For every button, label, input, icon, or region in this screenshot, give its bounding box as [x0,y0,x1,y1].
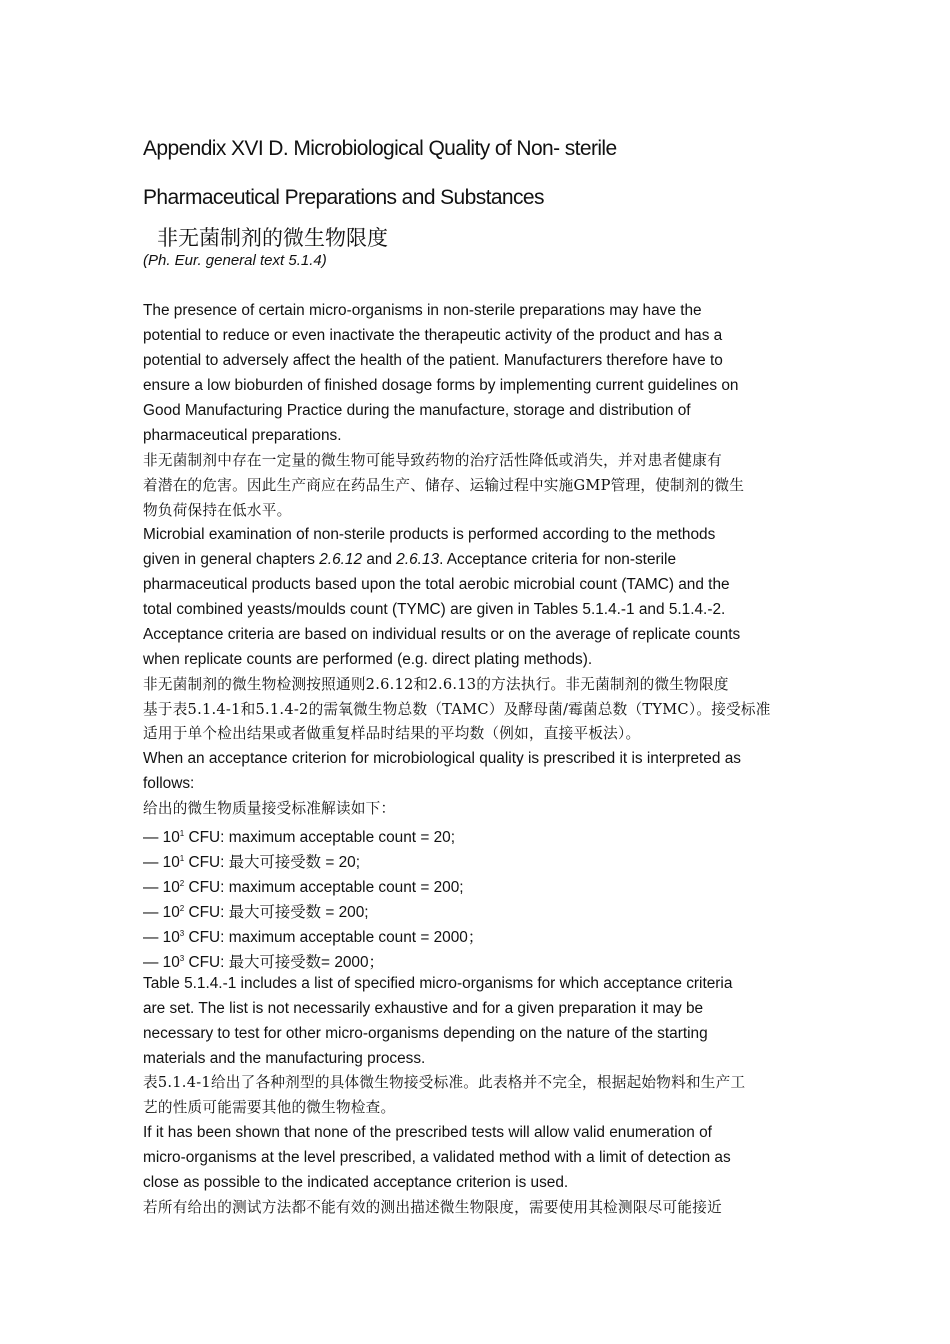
limit-item: — $10^2$ CFU: 最大可接受数 = 200; [143,904,369,921]
paragraph-2-line: total combined yeasts/moulds count (TYMC) are given in Tables 5.1.4.-1 and 5.1.4.-2. [143,601,726,618]
limit-item: — $10^1$ CFU: 最大可接受数 = 20; [143,854,360,871]
paragraph-5-line: micro-organisms at the level prescribed, a validated method with a limit of detection as [143,1149,731,1166]
paragraph-3-line: When an acceptance criterion for microbiological quality is prescribed it is interpreted as [143,750,741,767]
chinese-paragraph-2-line: 基于表5.1.4-1和5.1.4-2的需氧微生物总数（TAMC）及酵母菌/霉菌总数（TYMC）。接受标准 [143,701,771,718]
paragraph-4-line: Table 5.1.4.-1 includes a list of specified micro-organisms for which acceptance criteria [143,975,733,992]
chapter-ref: 2.6.12 [319,551,363,568]
limit-item: — $10^1$ CFU: maximum acceptable count = 20; [143,829,455,846]
paragraph-4-line: materials and the manufacturing process. [143,1050,426,1067]
limit-item: — $10^2$ CFU: maximum acceptable count = 200; [143,879,464,896]
paragraph-1-line: The presence of certain micro-organisms in non-sterile preparations may have the [143,302,702,319]
paragraph-1-line: ensure a low bioburden of finished dosage forms by implementing current guidelines on [143,377,739,394]
paragraph-5-line: If it has been shown that none of the prescribed tests will allow valid enumeration of [143,1124,712,1141]
paragraph-1-line: potential to reduce or even inactivate the therapeutic activity of the product and has a [143,327,723,344]
paragraph-2-line: Acceptance criteria are based on individual results or on the average of replicate counts [143,626,741,643]
chinese-paragraph-3-line: 给出的微生物质量接受标准解读如下： [143,800,396,817]
paragraph-1-line: potential to adversely affect the health of the patient. Manufacturers therefore have to [143,352,723,369]
paragraph-4-line: necessary to test for other micro-organisms depending on the nature of the starting [143,1025,708,1042]
chinese-paragraph-2-line: 适用于单个检出结果或者做重复样品时结果的平均数（例如，直接平板法）。 [143,725,641,742]
paragraph-5-line: close as possible to the indicated acceptance criterion is used. [143,1174,569,1191]
chinese-paragraph-5-line: 若所有给出的测试方法都不能有效的测出描述微生物限度，需要使用其检测限尽可能接近 [143,1199,722,1216]
paragraph-2-line: Microbial examination of non-sterile products is performed according to the methods [143,526,716,543]
limit-item: — $10^3$ CFU: 最大可接受数= 2000； [143,954,384,971]
title-line-1: Appendix XVI D. Microbiological Quality of Non- sterile [143,137,617,160]
chinese-paragraph-1-line: 着潜在的危害。因此生产商应在药品生产、储存、运输过程中实施GMP管理，使制剂的微生 [143,477,745,494]
paragraph-1-line: Good Manufacturing Practice during the manufacture, storage and distribution of [143,402,691,419]
limit-item: — $10^3$ CFU: maximum acceptable count = 2000； [143,929,484,946]
title-line-2: Pharmaceutical Preparations and Substances [143,186,544,209]
chinese-paragraph-2-line: 非无菌制剂的微生物检测按照通则2.6.12和2.6.13的方法执行。非无菌制剂的微生物限度 [143,676,729,693]
chinese-paragraph-1-line: 物负荷保持在低水平。 [143,502,292,519]
chapter-ref: 2.6.13 [396,551,440,568]
chinese-paragraph-4-line: 艺的性质可能需要其他的微生物检查。 [143,1099,396,1116]
chinese-paragraph-1-line: 非无菌制剂中存在一定量的微生物可能导致药物的治疗活性降低或消失，并对患者健康有 [143,452,722,469]
paragraph-1-line: pharmaceutical preparations. [143,427,342,444]
chinese-paragraph-4-line: 表5.1.4-1给出了各种剂型的具体微生物接受标准。此表格并不完全，根据起始物料和生产工 [143,1074,746,1091]
paragraph-2-line: pharmaceutical products based upon the total aerobic microbial count (TAMC) and the [143,576,730,593]
paragraph-2-line: given in general chapters 2.6.12 and 2.6.13. Acceptance criteria for non-sterile [143,551,677,568]
paragraph-3-line: follows: [143,775,195,792]
paragraph-4-line: are set. The list is not necessarily exhaustive and for a given preparation it may be [143,1000,704,1017]
chinese-title: 非无菌制剂的微生物限度 [157,226,388,250]
reference-note: (Ph. Eur. general text 5.1.4) [143,252,327,269]
paragraph-2-line: when replicate counts are performed (e.g. direct plating methods). [143,651,593,668]
